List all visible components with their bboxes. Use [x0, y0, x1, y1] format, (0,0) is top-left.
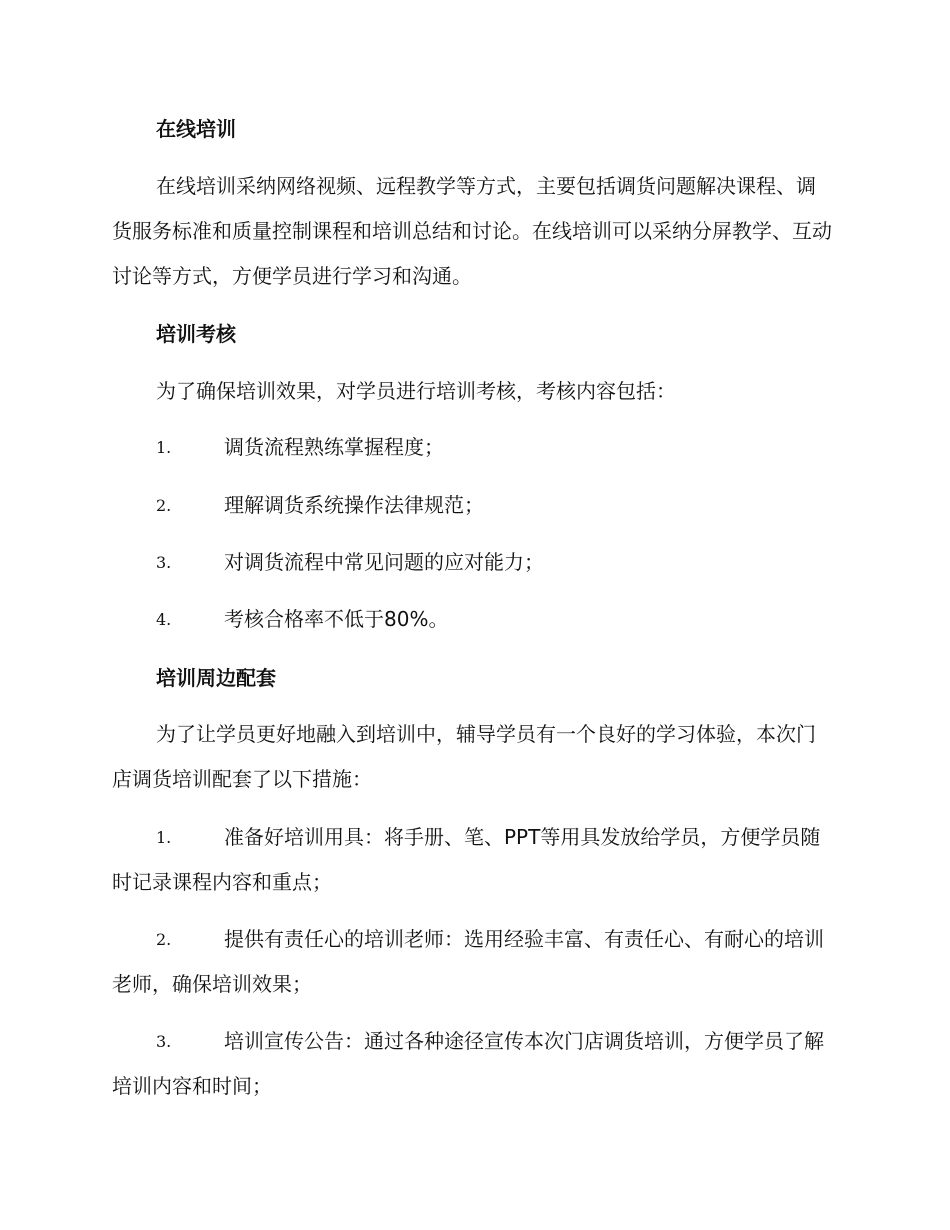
list-item — [112, 483, 832, 528]
list-item-number: 2. — [156, 930, 172, 949]
section-heading-support: 培训周边配套 — [156, 666, 276, 690]
list-item-text: 培训宣传公告：通过各种途径宣传本次门店调货培训，方便学员了解培训内容和时间； — [112, 1029, 824, 1098]
section-heading-assessment: 培训考核 — [156, 322, 236, 346]
list-item — [112, 540, 832, 585]
list-item-text: 考核合格率不低于80%。 — [224, 607, 449, 631]
list-item-number: 1. — [156, 828, 172, 847]
list-item — [112, 1019, 832, 1109]
list-item-text: 准备好培训用具：将手册、笔、PPT等用具发放给学员，方便学员随时记录课程内容和重点； — [112, 825, 821, 894]
list-item — [112, 425, 832, 470]
section-paragraph-support: 为了让学员更好地融入到培训中，辅导学员有一个良好的学习体验，本次门店调货培训配套了以下措施： — [112, 722, 816, 791]
list-item-number: 1. — [156, 438, 172, 457]
list-item-text: 理解调货系统操作法律规范； — [224, 493, 484, 517]
section-heading-online-training: 在线培训 — [156, 117, 236, 141]
list-item — [112, 815, 832, 905]
list-item-text: 调货流程熟练掌握程度； — [224, 435, 444, 459]
list-item-number: 4. — [156, 610, 172, 629]
list-item-number: 2. — [156, 496, 172, 515]
list-item-text: 对调货流程中常见问题的应对能力； — [224, 550, 544, 574]
list-item-text: 提供有责任心的培训老师：选用经验丰富、有责任心、有耐心的培训老师，确保培训效果； — [112, 927, 824, 996]
section-paragraph-assessment: 为了确保培训效果，对学员进行培训考核，考核内容包括： — [156, 379, 676, 403]
list-item-number: 3. — [156, 553, 172, 572]
list-item — [112, 597, 832, 642]
list-item — [112, 917, 832, 1007]
section-paragraph-online-training: 在线培训采纳网络视频、远程教学等方式，主要包括调货问题解决课程、调货服务标准和质量控制课程和培训总结和讨论。在线培训可以采纳分屏教学、互动讨论等方式，方便学员进行学习和沟通。 — [112, 174, 832, 288]
list-item-number: 3. — [156, 1032, 172, 1051]
